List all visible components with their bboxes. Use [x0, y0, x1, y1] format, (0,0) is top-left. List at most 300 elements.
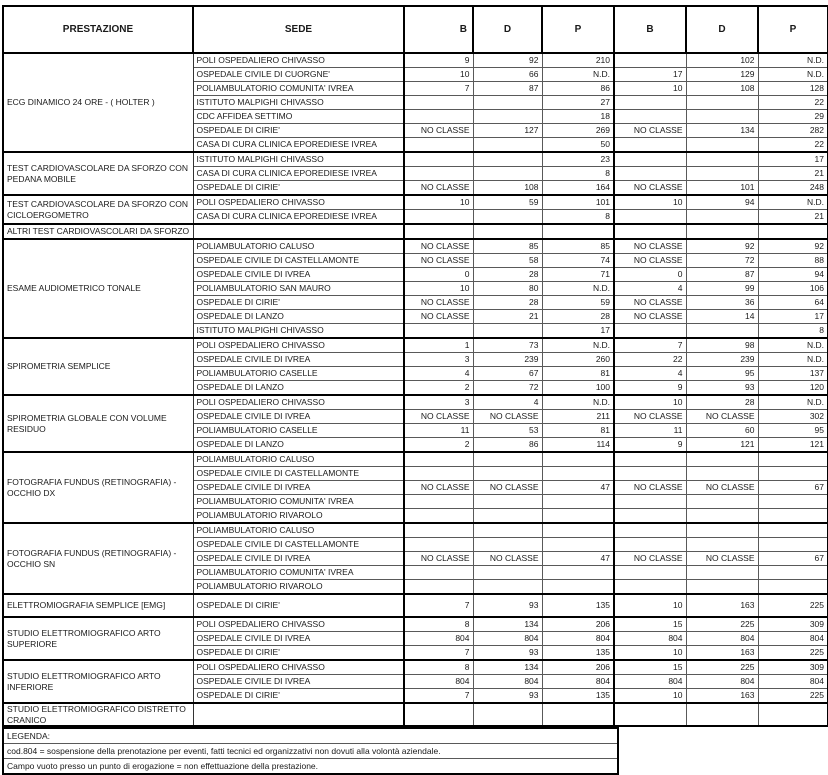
value-cell: 11: [614, 424, 686, 438]
value-cell: NO CLASSE: [404, 296, 473, 310]
waiting-times-table: [2, 5, 828, 727]
sede-cell: POLI OSPEDALIERO CHIVASSO: [193, 338, 404, 353]
value-cell: 9: [404, 53, 473, 68]
value-cell: 22: [758, 96, 828, 110]
value-cell: 164: [542, 181, 614, 196]
value-cell: [686, 167, 758, 181]
value-cell: [404, 509, 473, 524]
value-cell: 108: [686, 82, 758, 96]
sede-cell: OSPEDALE CIVILE DI IVREA: [193, 481, 404, 495]
value-cell: 121: [686, 438, 758, 453]
value-cell: 100: [542, 381, 614, 396]
table-row: [3, 152, 828, 167]
value-cell: [758, 538, 828, 552]
value-cell: 10: [404, 195, 473, 210]
value-cell: [614, 580, 686, 595]
sede-cell: OSPEDALE CIVILE DI IVREA: [193, 632, 404, 646]
sede-cell: POLI OSPEDALIERO CHIVASSO: [193, 195, 404, 210]
value-cell: [404, 495, 473, 509]
col-header-sede: SEDE: [193, 6, 404, 53]
value-cell: [473, 495, 542, 509]
col-header-d-2: D: [686, 6, 758, 53]
value-cell: [686, 224, 758, 239]
value-cell: 206: [542, 660, 614, 675]
value-cell: 3: [404, 353, 473, 367]
value-cell: 28: [473, 268, 542, 282]
sede-cell: POLIAMBULATORIO COMUNITA' IVREA: [193, 82, 404, 96]
value-cell: 114: [542, 438, 614, 453]
sede-cell: [193, 224, 404, 239]
value-cell: 10: [614, 395, 686, 410]
legend-row: [3, 759, 618, 775]
sede-cell: OSPEDALE CIVILE DI IVREA: [193, 552, 404, 566]
value-cell: [686, 96, 758, 110]
value-cell: 87: [473, 82, 542, 96]
value-cell: 7: [404, 689, 473, 704]
value-cell: 120: [758, 381, 828, 396]
value-cell: 53: [473, 424, 542, 438]
sede-cell: CASA DI CURA CLINICA EPOREDIESE IVREA: [193, 167, 404, 181]
prestazione-cell: TEST CARDIOVASCOLARE DA SFORZO CON CICLOERGOMETRO: [3, 195, 193, 224]
value-cell: [614, 566, 686, 580]
value-cell: NO CLASSE: [686, 481, 758, 495]
value-cell: 59: [542, 296, 614, 310]
value-cell: 8: [542, 167, 614, 181]
value-cell: 67: [758, 481, 828, 495]
sede-cell: OSPEDALE DI CIRIE': [193, 689, 404, 704]
value-cell: 72: [473, 381, 542, 396]
value-cell: 10: [404, 282, 473, 296]
value-cell: 135: [542, 646, 614, 661]
value-cell: 15: [614, 617, 686, 632]
value-cell: NO CLASSE: [404, 410, 473, 424]
value-cell: [404, 224, 473, 239]
value-cell: 106: [758, 282, 828, 296]
value-cell: 309: [758, 617, 828, 632]
value-cell: [758, 467, 828, 481]
table-row: [3, 224, 828, 239]
value-cell: 7: [404, 82, 473, 96]
sede-cell: OSPEDALE DI CIRIE': [193, 124, 404, 138]
value-cell: 7: [614, 338, 686, 353]
value-cell: 248: [758, 181, 828, 196]
value-cell: 101: [686, 181, 758, 196]
value-cell: 225: [686, 660, 758, 675]
col-header-b-2: B: [614, 6, 686, 53]
value-cell: 121: [758, 438, 828, 453]
header-row: [3, 6, 828, 53]
value-cell: NO CLASSE: [614, 124, 686, 138]
value-cell: 239: [686, 353, 758, 367]
value-cell: [614, 467, 686, 481]
value-cell: 93: [473, 646, 542, 661]
col-header-prestazione: PRESTAZIONE: [3, 6, 193, 53]
table-row: [3, 338, 828, 353]
sede-cell: OSPEDALE DI CIRIE': [193, 181, 404, 196]
value-cell: 28: [686, 395, 758, 410]
value-cell: [686, 703, 758, 726]
value-cell: NO CLASSE: [404, 124, 473, 138]
value-cell: [686, 110, 758, 124]
value-cell: 7: [404, 646, 473, 661]
sede-cell: POLI OSPEDALIERO CHIVASSO: [193, 660, 404, 675]
value-cell: 134: [473, 660, 542, 675]
sede-cell: OSPEDALE CIVILE DI IVREA: [193, 410, 404, 424]
value-cell: [404, 152, 473, 167]
value-cell: 94: [686, 195, 758, 210]
value-cell: 225: [758, 689, 828, 704]
prestazione-cell: SPIROMETRIA SEMPLICE: [3, 338, 193, 395]
value-cell: [473, 703, 542, 726]
value-cell: [473, 523, 542, 538]
value-cell: 21: [758, 210, 828, 225]
sede-cell: ISTITUTO MALPIGHI CHIVASSO: [193, 324, 404, 339]
value-cell: [614, 538, 686, 552]
value-cell: 67: [758, 552, 828, 566]
value-cell: 47: [542, 552, 614, 566]
value-cell: 17: [758, 310, 828, 324]
value-cell: 804: [758, 675, 828, 689]
value-cell: NO CLASSE: [686, 552, 758, 566]
value-cell: 163: [686, 689, 758, 704]
sede-cell: POLIAMBULATORIO CALUSO: [193, 452, 404, 467]
value-cell: 28: [542, 310, 614, 324]
value-cell: [614, 324, 686, 339]
value-cell: 804: [614, 632, 686, 646]
sede-cell: OSPEDALE CIVILE DI CASTELLAMONTE: [193, 254, 404, 268]
value-cell: 92: [686, 239, 758, 254]
value-cell: 93: [473, 594, 542, 617]
value-cell: 71: [542, 268, 614, 282]
value-cell: 10: [614, 195, 686, 210]
sede-cell: OSPEDALE DI CIRIE': [193, 594, 404, 617]
value-cell: NO CLASSE: [404, 552, 473, 566]
value-cell: 29: [758, 110, 828, 124]
col-header-p-1: P: [542, 6, 614, 53]
value-cell: 102: [686, 53, 758, 68]
value-cell: 309: [758, 660, 828, 675]
value-cell: [473, 509, 542, 524]
value-cell: 4: [614, 367, 686, 381]
value-cell: N.D.: [758, 353, 828, 367]
value-cell: [614, 509, 686, 524]
value-cell: 804: [542, 675, 614, 689]
value-cell: [614, 53, 686, 68]
value-cell: 22: [614, 353, 686, 367]
value-cell: 804: [473, 675, 542, 689]
value-cell: 135: [542, 594, 614, 617]
value-cell: 99: [686, 282, 758, 296]
table-row: [3, 617, 828, 632]
value-cell: [404, 452, 473, 467]
value-cell: [404, 138, 473, 153]
value-cell: NO CLASSE: [614, 296, 686, 310]
value-cell: 95: [686, 367, 758, 381]
value-cell: [404, 566, 473, 580]
value-cell: [473, 224, 542, 239]
value-cell: 66: [473, 68, 542, 82]
sede-cell: OSPEDALE DI LANZO: [193, 310, 404, 324]
sede-cell: POLI OSPEDALIERO CHIVASSO: [193, 617, 404, 632]
value-cell: 10: [614, 82, 686, 96]
sede-cell: POLIAMBULATORIO COMUNITA' IVREA: [193, 566, 404, 580]
value-cell: 11: [404, 424, 473, 438]
table-row: [3, 195, 828, 210]
value-cell: 206: [542, 617, 614, 632]
value-cell: [473, 538, 542, 552]
value-cell: [686, 467, 758, 481]
value-cell: N.D.: [542, 395, 614, 410]
value-cell: 72: [686, 254, 758, 268]
value-cell: 92: [758, 239, 828, 254]
value-cell: 85: [473, 239, 542, 254]
value-cell: 17: [542, 324, 614, 339]
prestazione-cell: ALTRI TEST CARDIOVASCOLARI DA SFORZO: [3, 224, 193, 239]
value-cell: [758, 509, 828, 524]
value-cell: [473, 452, 542, 467]
value-cell: [404, 580, 473, 595]
value-cell: 282: [758, 124, 828, 138]
value-cell: 10: [404, 68, 473, 82]
value-cell: [614, 138, 686, 153]
value-cell: 4: [614, 282, 686, 296]
value-cell: 211: [542, 410, 614, 424]
sede-cell: CDC AFFIDEA SETTIMO: [193, 110, 404, 124]
value-cell: 225: [758, 646, 828, 661]
sede-cell: OSPEDALE CIVILE DI CUORGNE': [193, 68, 404, 82]
value-cell: [686, 324, 758, 339]
value-cell: 4: [473, 395, 542, 410]
value-cell: 804: [758, 632, 828, 646]
value-cell: 0: [614, 268, 686, 282]
value-cell: 14: [686, 310, 758, 324]
value-cell: 81: [542, 367, 614, 381]
table-row: [3, 53, 828, 68]
table-row: [3, 703, 828, 726]
value-cell: 163: [686, 594, 758, 617]
value-cell: [542, 224, 614, 239]
value-cell: [686, 566, 758, 580]
value-cell: [758, 703, 828, 726]
value-cell: [614, 167, 686, 181]
value-cell: 67: [473, 367, 542, 381]
value-cell: 128: [758, 82, 828, 96]
sede-cell: POLIAMBULATORIO RIVAROLO: [193, 509, 404, 524]
value-cell: [473, 566, 542, 580]
value-cell: [614, 523, 686, 538]
value-cell: 8: [758, 324, 828, 339]
value-cell: 17: [758, 152, 828, 167]
value-cell: 260: [542, 353, 614, 367]
value-cell: [473, 467, 542, 481]
sede-cell: OSPEDALE CIVILE DI IVREA: [193, 675, 404, 689]
value-cell: 163: [686, 646, 758, 661]
value-cell: [542, 538, 614, 552]
sede-cell: OSPEDALE CIVILE DI CASTELLAMONTE: [193, 467, 404, 481]
value-cell: [686, 210, 758, 225]
value-cell: 28: [473, 296, 542, 310]
value-cell: 18: [542, 110, 614, 124]
value-cell: 135: [542, 689, 614, 704]
value-cell: N.D.: [758, 53, 828, 68]
value-cell: 21: [758, 167, 828, 181]
value-cell: 239: [473, 353, 542, 367]
prestazione-cell: ELETTROMIOGRAFIA SEMPLICE [EMG]: [3, 594, 193, 617]
value-cell: [473, 324, 542, 339]
value-cell: 80: [473, 282, 542, 296]
value-cell: [614, 703, 686, 726]
value-cell: [614, 224, 686, 239]
value-cell: 88: [758, 254, 828, 268]
value-cell: 94: [758, 268, 828, 282]
value-cell: 225: [686, 617, 758, 632]
table-row: [3, 395, 828, 410]
sede-cell: [193, 703, 404, 726]
value-cell: 4: [404, 367, 473, 381]
value-cell: 804: [473, 632, 542, 646]
value-cell: 210: [542, 53, 614, 68]
table-row: [3, 594, 828, 617]
value-cell: [473, 138, 542, 153]
value-cell: NO CLASSE: [614, 254, 686, 268]
prestazione-cell: ESAME AUDIOMETRICO TONALE: [3, 239, 193, 338]
value-cell: [542, 523, 614, 538]
prestazione-cell: FOTOGRAFIA FUNDUS (RETINOGRAFIA) - OCCHIO DX: [3, 452, 193, 523]
value-cell: NO CLASSE: [404, 481, 473, 495]
sede-cell: OSPEDALE DI CIRIE': [193, 646, 404, 661]
value-cell: [404, 467, 473, 481]
value-cell: 59: [473, 195, 542, 210]
value-cell: 7: [404, 594, 473, 617]
value-cell: NO CLASSE: [614, 552, 686, 566]
sede-cell: POLI OSPEDALIERO CHIVASSO: [193, 53, 404, 68]
table-row: [3, 452, 828, 467]
sede-cell: OSPEDALE CIVILE DI CASTELLAMONTE: [193, 538, 404, 552]
value-cell: [614, 495, 686, 509]
value-cell: NO CLASSE: [614, 481, 686, 495]
value-cell: [404, 538, 473, 552]
value-cell: [758, 523, 828, 538]
value-cell: 15: [614, 660, 686, 675]
value-cell: NO CLASSE: [614, 410, 686, 424]
value-cell: [686, 523, 758, 538]
value-cell: 0: [404, 268, 473, 282]
value-cell: 74: [542, 254, 614, 268]
value-cell: 8: [404, 617, 473, 632]
sede-cell: POLIAMBULATORIO CALUSO: [193, 523, 404, 538]
value-cell: 10: [614, 646, 686, 661]
col-header-d-1: D: [473, 6, 542, 53]
value-cell: [614, 152, 686, 167]
value-cell: [404, 703, 473, 726]
value-cell: 10: [614, 594, 686, 617]
sede-cell: CASA DI CURA CLINICA EPOREDIESE IVREA: [193, 210, 404, 225]
value-cell: 134: [473, 617, 542, 632]
sede-cell: POLIAMBULATORIO RIVAROLO: [193, 580, 404, 595]
value-cell: 93: [686, 381, 758, 396]
value-cell: 9: [614, 438, 686, 453]
sede-cell: POLIAMBULATORIO CALUSO: [193, 239, 404, 254]
value-cell: [404, 167, 473, 181]
sede-cell: OSPEDALE CIVILE DI IVREA: [193, 353, 404, 367]
sede-cell: ISTITUTO MALPIGHI CHIVASSO: [193, 152, 404, 167]
table-row: [3, 523, 828, 538]
legend-row: [3, 744, 618, 759]
sede-cell: POLIAMBULATORIO CASELLE: [193, 367, 404, 381]
legend-box: [2, 727, 619, 775]
value-cell: [686, 452, 758, 467]
value-cell: NO CLASSE: [614, 239, 686, 254]
value-cell: NO CLASSE: [686, 410, 758, 424]
legend-title-row: [3, 728, 618, 744]
value-cell: 134: [686, 124, 758, 138]
value-cell: [404, 96, 473, 110]
value-cell: 137: [758, 367, 828, 381]
sede-cell: POLIAMBULATORIO COMUNITA' IVREA: [193, 495, 404, 509]
value-cell: [614, 110, 686, 124]
value-cell: 64: [758, 296, 828, 310]
value-cell: N.D.: [542, 282, 614, 296]
value-cell: 10: [614, 689, 686, 704]
sede-cell: POLIAMBULATORIO SAN MAURO: [193, 282, 404, 296]
value-cell: N.D.: [758, 338, 828, 353]
value-cell: [404, 523, 473, 538]
table-row: [3, 660, 828, 675]
value-cell: [686, 152, 758, 167]
value-cell: 3: [404, 395, 473, 410]
value-cell: 47: [542, 481, 614, 495]
value-cell: 21: [473, 310, 542, 324]
value-cell: [614, 210, 686, 225]
value-cell: 95: [758, 424, 828, 438]
sede-cell: OSPEDALE DI CIRIE': [193, 296, 404, 310]
value-cell: [542, 509, 614, 524]
prestazione-cell: STUDIO ELETTROMIOGRAFICO ARTO INFERIORE: [3, 660, 193, 703]
value-cell: 73: [473, 338, 542, 353]
value-cell: 50: [542, 138, 614, 153]
value-cell: 86: [542, 82, 614, 96]
value-cell: 81: [542, 424, 614, 438]
value-cell: [473, 152, 542, 167]
value-cell: 36: [686, 296, 758, 310]
value-cell: [758, 224, 828, 239]
value-cell: [542, 703, 614, 726]
value-cell: 27: [542, 96, 614, 110]
value-cell: [473, 167, 542, 181]
value-cell: 804: [404, 632, 473, 646]
table-row: [3, 239, 828, 254]
value-cell: 85: [542, 239, 614, 254]
value-cell: [404, 324, 473, 339]
value-cell: 101: [542, 195, 614, 210]
sede-cell: ISTITUTO MALPIGHI CHIVASSO: [193, 96, 404, 110]
value-cell: NO CLASSE: [614, 181, 686, 196]
value-cell: [758, 452, 828, 467]
value-cell: N.D.: [758, 68, 828, 82]
value-cell: 8: [542, 210, 614, 225]
sede-cell: POLI OSPEDALIERO CHIVASSO: [193, 395, 404, 410]
value-cell: NO CLASSE: [473, 410, 542, 424]
sede-cell: POLIAMBULATORIO CASELLE: [193, 424, 404, 438]
value-cell: [542, 495, 614, 509]
sede-cell: CASA DI CURA CLINICA EPOREDIESE IVREA: [193, 138, 404, 153]
sede-cell: OSPEDALE DI LANZO: [193, 438, 404, 453]
value-cell: [686, 538, 758, 552]
sede-cell: OSPEDALE CIVILE DI IVREA: [193, 268, 404, 282]
value-cell: 8: [404, 660, 473, 675]
value-cell: N.D.: [758, 195, 828, 210]
value-cell: 93: [473, 689, 542, 704]
